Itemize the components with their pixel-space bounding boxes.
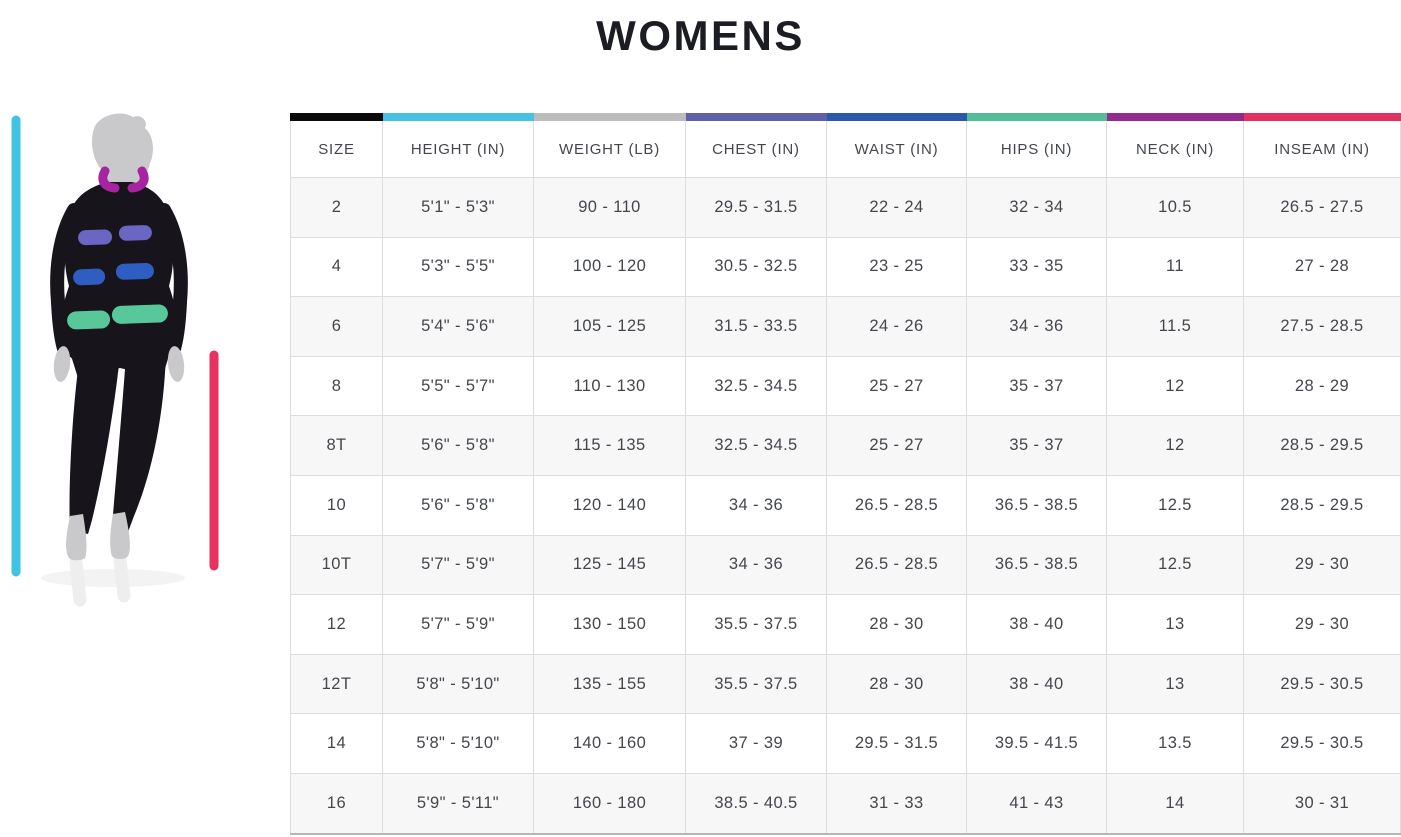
size-row-12t xyxy=(291,654,1401,714)
measurement-cell: 35.5 - 37.5 xyxy=(686,595,827,655)
measurement-cell: 11.5 xyxy=(1107,297,1244,357)
body-measurement-illustration xyxy=(8,110,240,630)
measurement-cell: 12.5 xyxy=(1107,475,1244,535)
measurement-cell: 27.5 - 28.5 xyxy=(1244,297,1401,357)
measurement-cell: 41 - 43 xyxy=(967,773,1107,833)
size-cell: 4 xyxy=(291,237,383,297)
measurement-cell: 115 - 135 xyxy=(534,416,686,476)
size-cell: 10T xyxy=(291,535,383,595)
column-header-waist-in: WAIST (IN) xyxy=(827,117,967,178)
measurement-cell: 28 - 30 xyxy=(827,595,967,655)
size-row-2 xyxy=(291,178,1401,238)
measurement-cell: 29.5 - 30.5 xyxy=(1244,714,1401,774)
column-header-weight-lb: WEIGHT (LB) xyxy=(534,117,686,178)
size-row-10 xyxy=(291,475,1401,535)
measurement-figure-svg xyxy=(8,110,240,630)
size-row-10t xyxy=(291,535,1401,595)
measurement-cell: 5'5" - 5'7" xyxy=(383,356,534,416)
measurement-cell: 5'3" - 5'5" xyxy=(383,237,534,297)
size-row-14 xyxy=(291,714,1401,774)
measurement-cell: 27 - 28 xyxy=(1244,237,1401,297)
column-header-hips-in: HIPS (IN) xyxy=(967,117,1107,178)
measurement-cell: 32 - 34 xyxy=(967,178,1107,238)
measurement-cell: 5'9" - 5'11" xyxy=(383,773,534,833)
measurement-cell: 125 - 145 xyxy=(534,535,686,595)
measurement-cell: 26.5 - 27.5 xyxy=(1244,178,1401,238)
measurement-cell: 26.5 - 28.5 xyxy=(827,475,967,535)
measurement-cell: 28.5 - 29.5 xyxy=(1244,475,1401,535)
measurement-cell: 34 - 36 xyxy=(686,535,827,595)
measurement-cell: 5'6" - 5'8" xyxy=(383,416,534,476)
size-cell: 8T xyxy=(291,416,383,476)
measurement-cell: 34 - 36 xyxy=(686,475,827,535)
measurement-cell: 32.5 - 34.5 xyxy=(686,356,827,416)
size-cell: 6 xyxy=(291,297,383,357)
column-header-neck-in: NECK (IN) xyxy=(1107,117,1244,178)
measurement-cell: 36.5 - 38.5 xyxy=(967,475,1107,535)
measurement-cell: 31.5 - 33.5 xyxy=(686,297,827,357)
measurement-cell: 12 xyxy=(1107,416,1244,476)
figure-reflection xyxy=(41,560,185,600)
measurement-cell: 10.5 xyxy=(1107,178,1244,238)
measurement-cell: 38 - 40 xyxy=(967,654,1107,714)
measurement-cell: 30 - 31 xyxy=(1244,773,1401,833)
measurement-cell: 39.5 - 41.5 xyxy=(967,714,1107,774)
measurement-cell: 28 - 29 xyxy=(1244,356,1401,416)
measurement-cell: 24 - 26 xyxy=(827,297,967,357)
measurement-cell: 5'8" - 5'10" xyxy=(383,714,534,774)
measurement-cell: 130 - 150 xyxy=(534,595,686,655)
measurement-cell: 13 xyxy=(1107,595,1244,655)
measurement-cell: 25 - 27 xyxy=(827,416,967,476)
figure-body xyxy=(57,182,181,534)
size-chart-header-row xyxy=(291,117,1401,178)
measurement-cell: 34 - 36 xyxy=(967,297,1107,357)
measurement-cell: 110 - 130 xyxy=(534,356,686,416)
measurement-cell: 13 xyxy=(1107,654,1244,714)
page-title: WOMENS xyxy=(596,12,805,59)
size-cell: 14 xyxy=(291,714,383,774)
measurement-cell: 5'1" - 5'3" xyxy=(383,178,534,238)
size-row-12 xyxy=(291,595,1401,655)
size-cell: 2 xyxy=(291,178,383,238)
measurement-cell: 38 - 40 xyxy=(967,595,1107,655)
measurement-cell: 5'8" - 5'10" xyxy=(383,654,534,714)
measurement-cell: 12.5 xyxy=(1107,535,1244,595)
size-row-4 xyxy=(291,237,1401,297)
measurement-cell: 5'4" - 5'6" xyxy=(383,297,534,357)
size-row-16 xyxy=(291,773,1401,833)
measurement-cell: 90 - 110 xyxy=(534,178,686,238)
size-chart-table xyxy=(290,113,1401,835)
measurement-cell: 35 - 37 xyxy=(967,356,1107,416)
measurement-cell: 13.5 xyxy=(1107,714,1244,774)
measurement-cell: 35.5 - 37.5 xyxy=(686,654,827,714)
size-cell: 12 xyxy=(291,595,383,655)
column-header-chest-in: CHEST (IN) xyxy=(686,117,827,178)
measurement-cell: 100 - 120 xyxy=(534,237,686,297)
measurement-cell: 35 - 37 xyxy=(967,416,1107,476)
measurement-cell: 31 - 33 xyxy=(827,773,967,833)
measurement-cell: 36.5 - 38.5 xyxy=(967,535,1107,595)
measurement-cell: 23 - 25 xyxy=(827,237,967,297)
measurement-cell: 32.5 - 34.5 xyxy=(686,416,827,476)
size-cell: 10 xyxy=(291,475,383,535)
measurement-cell: 5'7" - 5'9" xyxy=(383,535,534,595)
measurement-cell: 105 - 125 xyxy=(534,297,686,357)
measurement-cell: 26.5 - 28.5 xyxy=(827,535,967,595)
measurement-cell: 29.5 - 30.5 xyxy=(1244,654,1401,714)
measurement-cell: 25 - 27 xyxy=(827,356,967,416)
measurement-cell: 135 - 155 xyxy=(534,654,686,714)
column-header-height-in: HEIGHT (IN) xyxy=(383,117,534,178)
measurement-cell: 11 xyxy=(1107,237,1244,297)
size-row-6 xyxy=(291,297,1401,357)
measurement-cell: 29 - 30 xyxy=(1244,535,1401,595)
measurement-cell: 140 - 160 xyxy=(534,714,686,774)
measurement-cell: 28.5 - 29.5 xyxy=(1244,416,1401,476)
size-row-8 xyxy=(291,356,1401,416)
measurement-cell: 12 xyxy=(1107,356,1244,416)
measurement-cell: 160 - 180 xyxy=(534,773,686,833)
size-row-8t xyxy=(291,416,1401,476)
measurement-cell: 28 - 30 xyxy=(827,654,967,714)
measurement-cell: 5'7" - 5'9" xyxy=(383,595,534,655)
measurement-cell: 22 - 24 xyxy=(827,178,967,238)
size-cell: 16 xyxy=(291,773,383,833)
measurement-cell: 29 - 30 xyxy=(1244,595,1401,655)
size-cell: 8 xyxy=(291,356,383,416)
column-header-size: SIZE xyxy=(291,117,383,178)
measurement-cell: 5'6" - 5'8" xyxy=(383,475,534,535)
size-cell: 12T xyxy=(291,654,383,714)
measurement-cell: 33 - 35 xyxy=(967,237,1107,297)
measurement-cell: 38.5 - 40.5 xyxy=(686,773,827,833)
column-header-inseam-in: INSEAM (IN) xyxy=(1244,117,1401,178)
measurement-cell: 120 - 140 xyxy=(534,475,686,535)
measurement-cell: 30.5 - 32.5 xyxy=(686,237,827,297)
measurement-cell: 14 xyxy=(1107,773,1244,833)
measurement-cell: 29.5 - 31.5 xyxy=(686,178,827,238)
measurement-cell: 37 - 39 xyxy=(686,714,827,774)
measurement-cell: 29.5 - 31.5 xyxy=(827,714,967,774)
